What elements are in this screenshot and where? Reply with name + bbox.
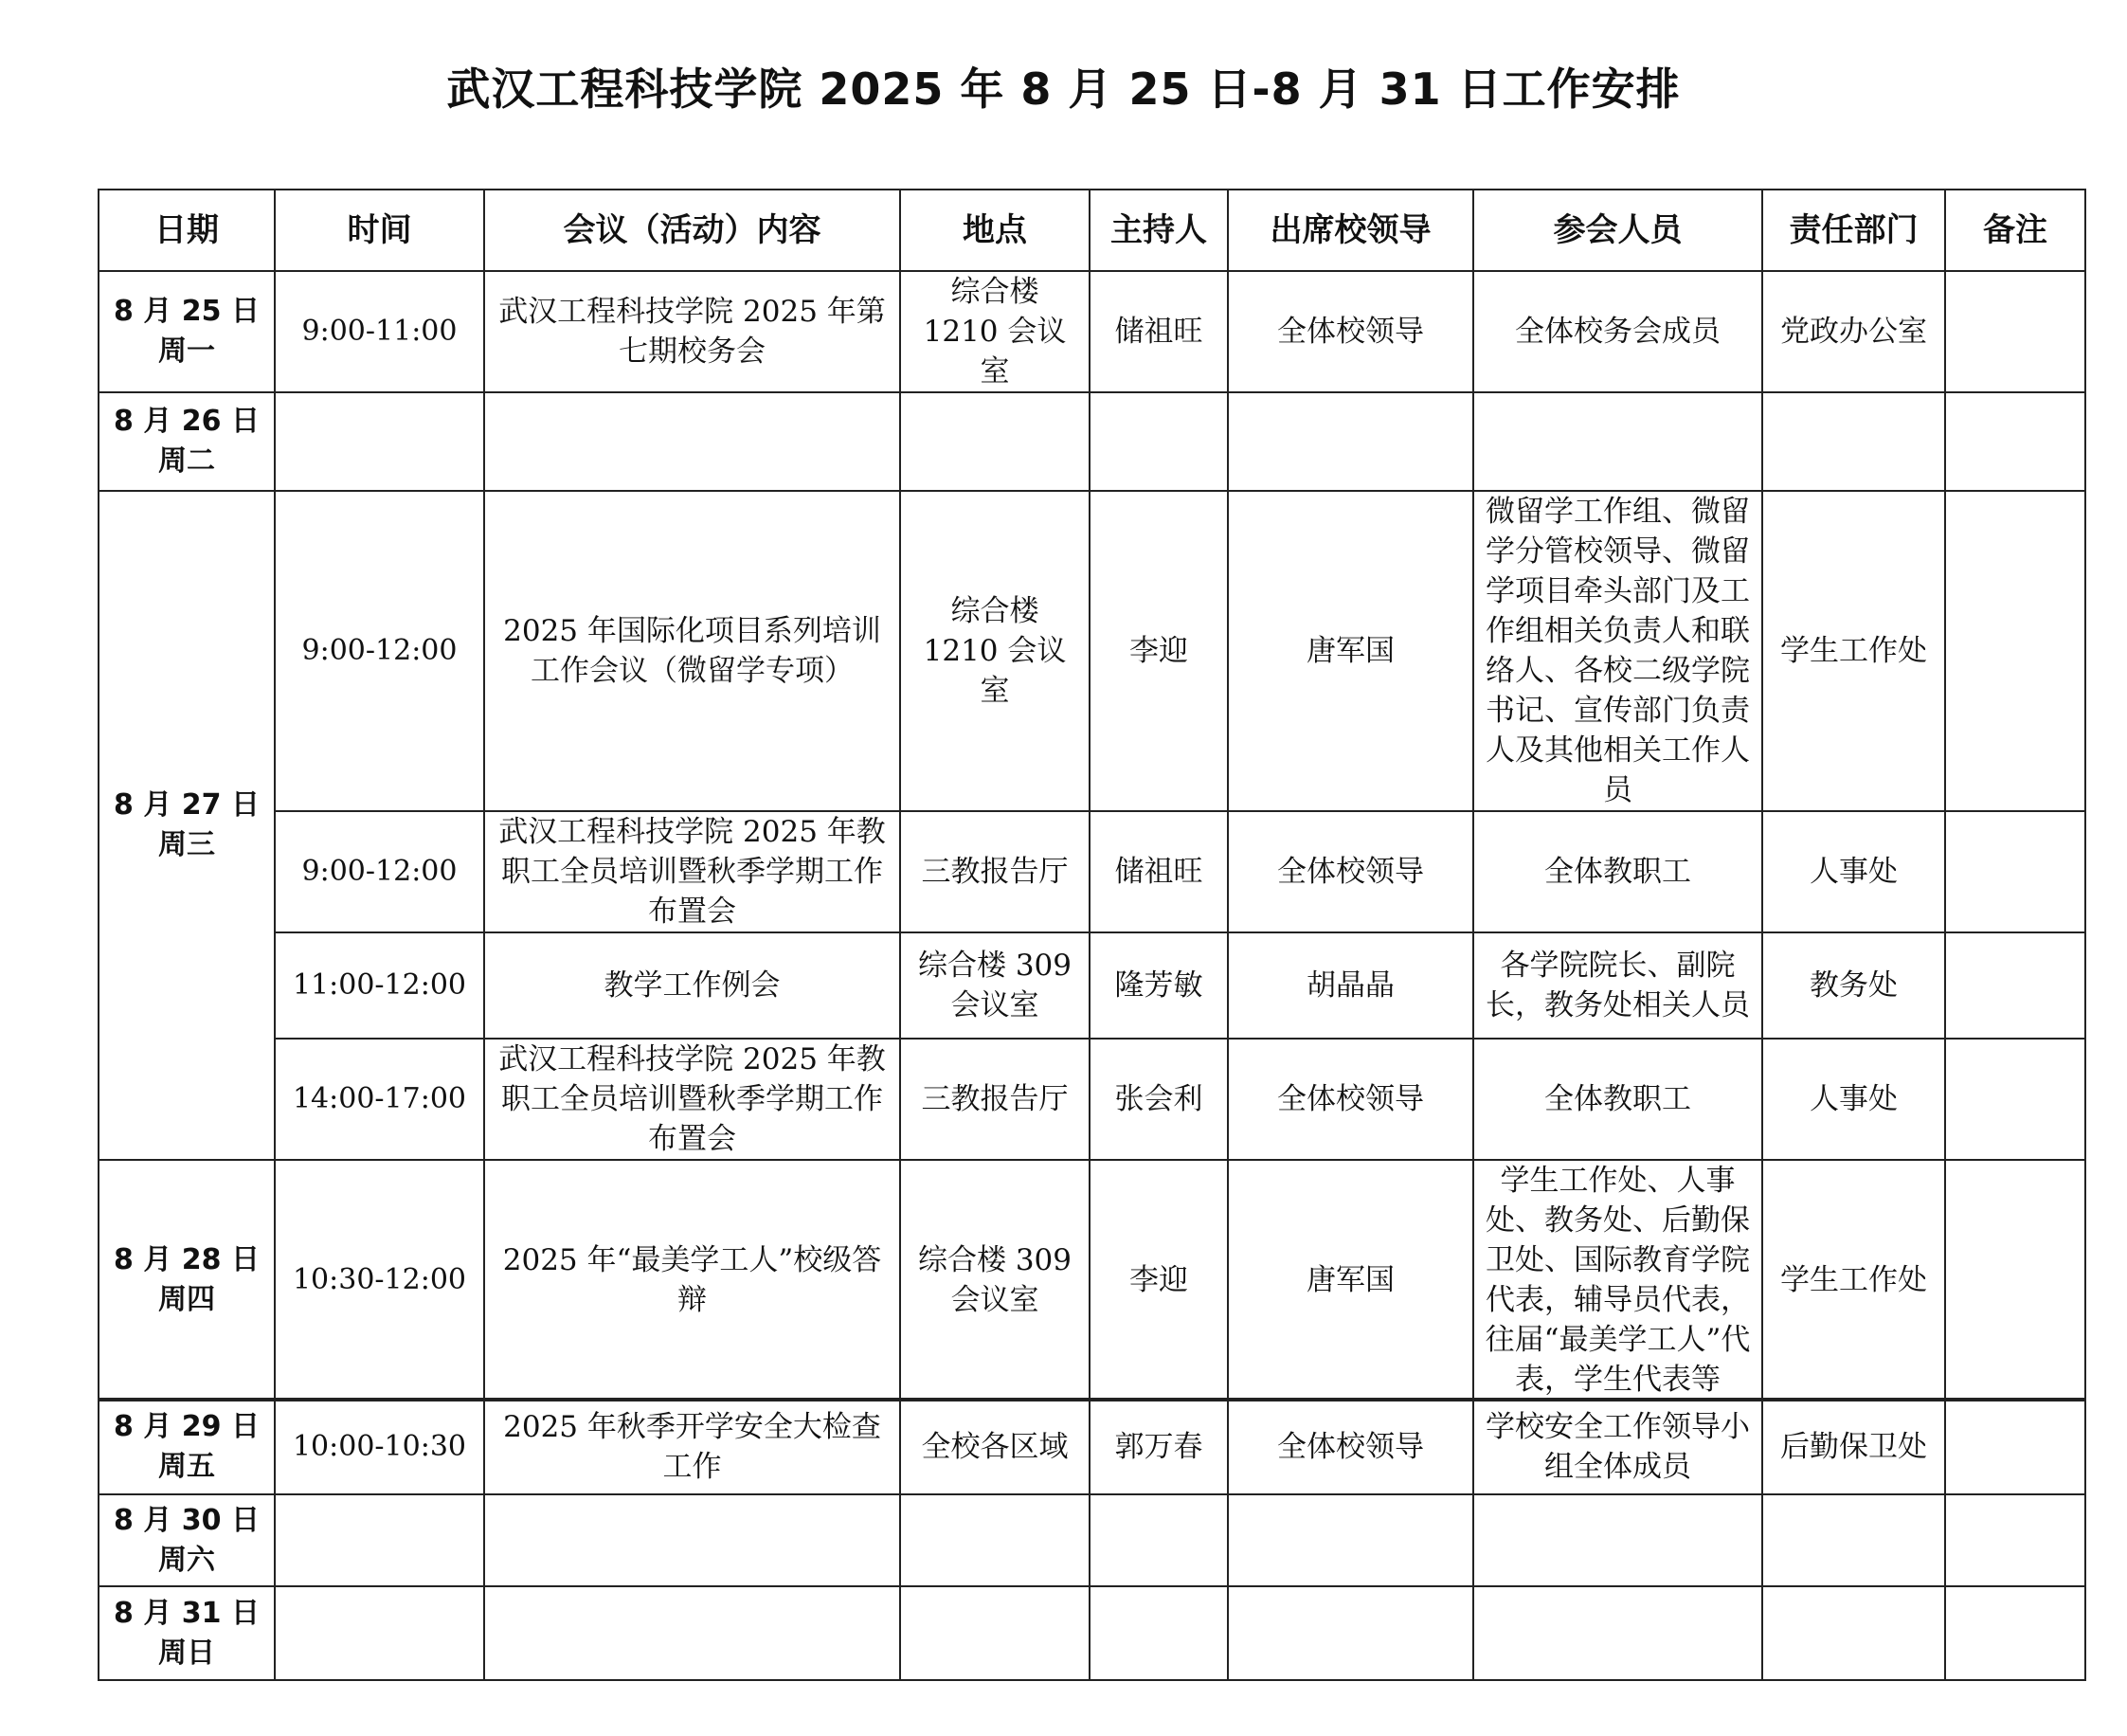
attendees-cell: 学生工作处、人事处、教务处、后勤保卫处、国际教育学院代表，辅导员代表，往届“最美学工人”代表，学生代表等 — [1473, 1160, 1762, 1401]
header-date: 日期 — [99, 190, 275, 271]
time-cell: 14:00-17:00 — [275, 1039, 484, 1160]
time-cell: 11:00-12:00 — [275, 932, 484, 1039]
date-text: 8 月 27 日 — [114, 788, 260, 822]
note-cell — [1945, 1399, 2085, 1494]
header-time: 时间 — [275, 190, 484, 271]
department-cell: 学生工作处 — [1762, 1160, 1945, 1401]
time-cell: 9:00-12:00 — [275, 811, 484, 932]
content-cell: 2025 年国际化项目系列培训工作会议（微留学专项） — [484, 491, 900, 811]
date-cell — [99, 1160, 275, 1401]
header-content: 会议（活动）内容 — [484, 190, 900, 271]
host-cell: 隆芳敏 — [1090, 932, 1228, 1039]
weekday-text: 周日 — [158, 1636, 215, 1670]
note-cell — [1945, 1494, 2085, 1586]
date-text: 8 月 25 日 — [114, 295, 260, 328]
time-cell: 10:00-10:30 — [275, 1399, 484, 1494]
schedule-table — [98, 189, 2086, 1401]
table-row — [99, 1399, 2085, 1494]
attendees-cell: 全体教职工 — [1473, 811, 1762, 932]
content-cell — [484, 1586, 900, 1680]
date-cell — [99, 392, 275, 491]
table-row — [99, 491, 2085, 811]
department-cell: 党政办公室 — [1762, 271, 1945, 392]
header-host: 主持人 — [1090, 190, 1228, 271]
schedule-table-continued — [98, 1398, 2086, 1681]
department-cell — [1762, 392, 1945, 491]
weekday-text: 周二 — [158, 444, 215, 478]
attendees-cell: 微留学工作组、微留学分管校领导、微留学项目牵头部门及工作组相关负责人和联络人、各校二级学院书记、宣传部门负责人及其他相关工作人员 — [1473, 491, 1762, 811]
table-row — [99, 392, 2085, 491]
leaders-cell — [1228, 392, 1473, 491]
leaders-cell: 唐军国 — [1228, 491, 1473, 811]
weekday-text: 周三 — [158, 828, 215, 861]
attendees-cell: 各学院院长、副院长，教务处相关人员 — [1473, 932, 1762, 1039]
leaders-cell: 唐军国 — [1228, 1160, 1473, 1401]
host-cell: 李迎 — [1090, 491, 1228, 811]
leaders-cell: 全体校领导 — [1228, 271, 1473, 392]
time-cell — [275, 1586, 484, 1680]
note-cell — [1945, 1160, 2085, 1401]
date-cell — [99, 491, 275, 1160]
header-attendees: 参会人员 — [1473, 190, 1762, 271]
attendees-cell: 全体教职工 — [1473, 1039, 1762, 1160]
note-cell — [1945, 1039, 2085, 1160]
location-cell — [900, 392, 1090, 491]
host-cell — [1090, 1494, 1228, 1586]
table-row — [99, 932, 2085, 1039]
location-cell: 三教报告厅 — [900, 811, 1090, 932]
content-cell: 武汉工程科技学院 2025 年第七期校务会 — [484, 271, 900, 392]
note-cell — [1945, 491, 2085, 811]
location-cell: 综合楼 1210 会议室 — [900, 491, 1090, 811]
attendees-cell: 学校安全工作领导小组全体成员 — [1473, 1399, 1762, 1494]
content-cell: 教学工作例会 — [484, 932, 900, 1039]
table-row — [99, 1160, 2085, 1401]
weekday-text: 周六 — [158, 1543, 215, 1577]
attendees-cell — [1473, 1586, 1762, 1680]
department-cell — [1762, 1494, 1945, 1586]
date-text: 8 月 30 日 — [114, 1503, 260, 1537]
content-cell — [484, 1494, 900, 1586]
host-cell — [1090, 392, 1228, 491]
location-cell: 综合楼 1210 会议室 — [900, 271, 1090, 392]
table-row — [99, 1586, 2085, 1680]
content-cell: 武汉工程科技学院 2025 年教职工全员培训暨秋季学期工作布置会 — [484, 811, 900, 932]
leaders-cell — [1228, 1494, 1473, 1586]
date-cell — [99, 1586, 275, 1680]
weekday-text: 周四 — [158, 1283, 215, 1316]
header-note: 备注 — [1945, 190, 2085, 271]
department-cell: 学生工作处 — [1762, 491, 1945, 811]
date-cell — [99, 1399, 275, 1494]
department-cell: 人事处 — [1762, 1039, 1945, 1160]
attendees-cell — [1473, 392, 1762, 491]
time-cell — [275, 392, 484, 491]
leaders-cell: 全体校领导 — [1228, 1039, 1473, 1160]
location-cell — [900, 1494, 1090, 1586]
content-cell: 2025 年秋季开学安全大检查工作 — [484, 1399, 900, 1494]
date-text: 8 月 29 日 — [114, 1409, 260, 1443]
table-row — [99, 1494, 2085, 1586]
host-cell: 李迎 — [1090, 1160, 1228, 1401]
location-cell — [900, 1586, 1090, 1680]
leaders-cell: 全体校领导 — [1228, 811, 1473, 932]
header-leaders: 出席校领导 — [1228, 190, 1473, 271]
host-cell — [1090, 1586, 1228, 1680]
table-row — [99, 1039, 2085, 1160]
leaders-cell: 胡晶晶 — [1228, 932, 1473, 1039]
host-cell: 储祖旺 — [1090, 271, 1228, 392]
date-text: 8 月 28 日 — [114, 1243, 260, 1276]
note-cell — [1945, 932, 2085, 1039]
note-cell — [1945, 271, 2085, 392]
content-cell — [484, 392, 900, 491]
note-cell — [1945, 811, 2085, 932]
content-cell: 武汉工程科技学院 2025 年教职工全员培训暨秋季学期工作布置会 — [484, 1039, 900, 1160]
department-cell: 后勤保卫处 — [1762, 1399, 1945, 1494]
location-cell: 综合楼 309 会议室 — [900, 932, 1090, 1039]
leaders-cell — [1228, 1586, 1473, 1680]
department-cell: 人事处 — [1762, 811, 1945, 932]
page-title: 武汉工程科技学院 2025 年 8 月 25 日-8 月 31 日工作安排 — [446, 63, 1681, 115]
attendees-cell: 全体校务会成员 — [1473, 271, 1762, 392]
date-cell — [99, 271, 275, 392]
time-cell: 10:30-12:00 — [275, 1160, 484, 1401]
time-cell: 9:00-11:00 — [275, 271, 484, 392]
date-text: 8 月 31 日 — [114, 1596, 260, 1630]
location-cell: 全校各区域 — [900, 1399, 1090, 1494]
header-location: 地点 — [900, 190, 1090, 271]
host-cell: 储祖旺 — [1090, 811, 1228, 932]
location-cell: 综合楼 309 会议室 — [900, 1160, 1090, 1401]
department-cell: 教务处 — [1762, 932, 1945, 1039]
table-row — [99, 271, 2085, 392]
date-cell — [99, 1494, 275, 1586]
header-department: 责任部门 — [1762, 190, 1945, 271]
date-text: 8 月 26 日 — [114, 405, 260, 438]
weekday-text: 周五 — [158, 1449, 215, 1483]
note-cell — [1945, 1586, 2085, 1680]
attendees-cell — [1473, 1494, 1762, 1586]
leaders-cell: 全体校领导 — [1228, 1399, 1473, 1494]
content-cell: 2025 年“最美学工人”校级答辩 — [484, 1160, 900, 1401]
weekday-text: 周一 — [158, 335, 215, 368]
note-cell — [1945, 392, 2085, 491]
department-cell — [1762, 1586, 1945, 1680]
time-cell: 9:00-12:00 — [275, 491, 484, 811]
host-cell: 张会利 — [1090, 1039, 1228, 1160]
location-cell: 三教报告厅 — [900, 1039, 1090, 1160]
table-row — [99, 811, 2085, 932]
time-cell — [275, 1494, 484, 1586]
header-row — [99, 190, 2085, 271]
host-cell: 郭万春 — [1090, 1399, 1228, 1494]
